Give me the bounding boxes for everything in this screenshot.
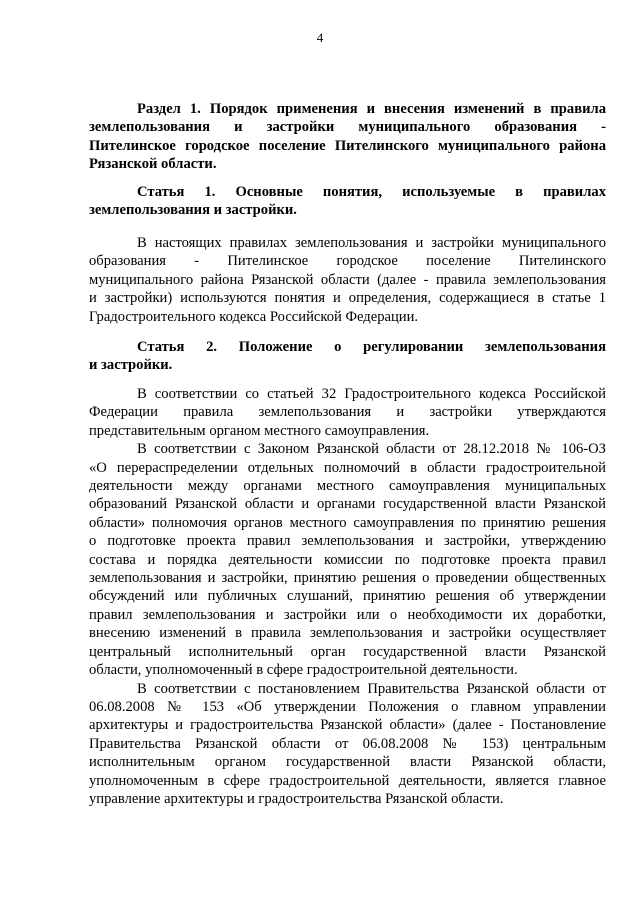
text-line: исполнительным органом государственной власти Рязанской области, <box>89 754 606 771</box>
page-number: 4 <box>316 30 324 45</box>
text-line: 06.08.2008 № 153 «Об утверждении Положения о главном управлении <box>89 698 606 715</box>
article-2-body <box>89 385 606 808</box>
text-line: муниципального района Рязанской области (далее - правила землепользования <box>89 271 606 288</box>
section-title-line: Раздел 1. Порядок применения и внесения изменений в правила <box>137 101 606 117</box>
text-line: области, уполномоченный в сфере градостроительной деятельности. <box>89 662 518 679</box>
article-title-line: Статья 2. Положение о регулировании землепользования <box>137 339 606 355</box>
text-line: В соответствии с Законом Рязанской области от 28.12.2018 № 106-ОЗ <box>137 441 606 458</box>
text-line: образования - Пителинское городское поселение Пителинского <box>89 253 606 270</box>
article-title-line: и застройки. <box>89 357 173 374</box>
section-title-line: землепользования и застройки муниципального образования - <box>89 119 606 136</box>
text-line: Федерации правила землепользования и застройки утверждаются <box>89 404 606 421</box>
text-line: правил землепользования и застройки или о необходимости их доработки, <box>89 606 606 623</box>
article-title-line: Статья 1. Основные понятия, используемые в правилах <box>137 184 606 200</box>
article-1-title <box>89 183 606 220</box>
text-line: деятельности между органами местного самоуправления муниципальных <box>89 478 606 495</box>
article-2-title <box>89 338 606 375</box>
text-line: обсуждений или публичных слушаний, принятию решения об утверждении <box>89 588 606 605</box>
text-line: области» полномочия органов местного самоуправления по принятию решения <box>89 514 606 531</box>
section-title <box>89 100 606 174</box>
text-line: Градостроительного кодекса Российской Федерации. <box>89 308 419 325</box>
text-line: В соответствии с постановлением Правительства Рязанской области от <box>137 680 606 697</box>
text-line: о подготовке проекта правил землепользования и застройки, утверждению <box>89 533 606 550</box>
text-line: В соответствии со статьей 32 Градостроительного кодекса Российской <box>137 386 606 402</box>
text-line: представительным органом местного самоуправления. <box>89 422 430 439</box>
text-line: образований Рязанской области и органами государственной власти Рязанской <box>89 496 606 513</box>
article-1-paragraph <box>89 234 606 326</box>
section-title-line: Пителинское городское поселение Пителинского муниципального района <box>89 137 606 154</box>
article-title-line: землепользования и застройки. <box>89 202 297 219</box>
text-line: центральный исполнительный орган государственной власти Рязанской <box>89 643 606 660</box>
text-line: землепользования и застройки, принятию решения о проведении общественных <box>89 570 606 587</box>
text-line: и застройки) используются понятия и определения, содержащиеся в статье 1 <box>89 290 606 307</box>
section-title-line: Рязанской области. <box>89 156 217 173</box>
text-line: управление архитектуры и градостроительства Рязанской области. <box>89 790 504 807</box>
text-line: внесению изменений в правила землепользования и застройки осуществляет <box>89 625 606 642</box>
text-line: В настоящих правилах землепользования и застройки муниципального <box>137 235 606 251</box>
text-line: «О перераспределении отдельных полномочий в области градостроительной <box>89 459 606 476</box>
text-line: Правительства Рязанской области от 06.08.2008 № 153) центральным <box>89 735 606 752</box>
text-line: уполномоченным в сфере градостроительной деятельности, является главное <box>89 772 606 789</box>
text-line: состава и порядка деятельности комиссии по подготовке проекта правил <box>89 551 606 568</box>
text-line: архитектуры и градостроительства Рязанской области» (далее - Постановление <box>89 717 606 734</box>
